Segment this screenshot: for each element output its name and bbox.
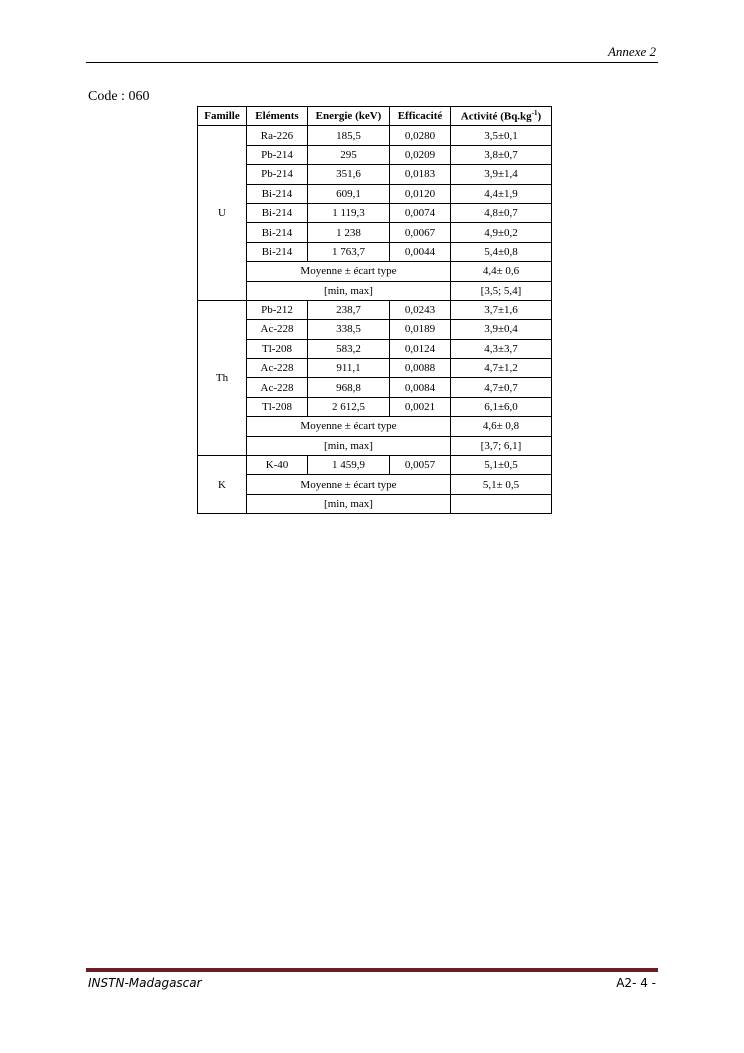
activite-cell: 3,8±0,7 bbox=[451, 145, 552, 164]
element-cell: K-40 bbox=[247, 456, 308, 475]
efficacite-cell: 0,0120 bbox=[390, 184, 451, 203]
minmax-value bbox=[451, 494, 552, 513]
element-cell: Tl-208 bbox=[247, 339, 308, 358]
moyenne-value: 4,6± 0,8 bbox=[451, 417, 552, 436]
element-cell: Tl-208 bbox=[247, 397, 308, 416]
header-activite-text: Activité (Bq.kg bbox=[460, 111, 532, 124]
element-cell: Pb-212 bbox=[247, 300, 308, 319]
footer-bar bbox=[86, 968, 658, 972]
table-row bbox=[198, 339, 552, 358]
efficacite-cell: 0,0183 bbox=[390, 165, 451, 184]
moyenne-row bbox=[198, 262, 552, 281]
code-label: Code : 060 bbox=[88, 89, 150, 104]
activite-cell: 3,9±0,4 bbox=[451, 320, 552, 339]
table-row bbox=[198, 145, 552, 164]
element-cell: Bi-214 bbox=[247, 184, 308, 203]
minmax-row bbox=[198, 494, 552, 513]
element-cell: Pb-214 bbox=[247, 165, 308, 184]
header-activite bbox=[451, 107, 552, 126]
element-cell: Bi-214 bbox=[247, 223, 308, 242]
efficacite-cell: 0,0243 bbox=[390, 300, 451, 319]
table-row bbox=[198, 320, 552, 339]
table-row bbox=[198, 223, 552, 242]
minmax-value: [3,5; 5,4] bbox=[451, 281, 552, 300]
efficacite-cell: 0,0124 bbox=[390, 339, 451, 358]
header-activite-exponent: -1 bbox=[531, 109, 538, 118]
energie-cell: 609,1 bbox=[308, 184, 390, 203]
efficacite-cell: 0,0057 bbox=[390, 456, 451, 475]
table-row bbox=[198, 203, 552, 222]
table-header-row bbox=[198, 107, 552, 126]
activite-cell: 4,9±0,2 bbox=[451, 223, 552, 242]
table-row bbox=[198, 300, 552, 319]
energie-cell: 338,5 bbox=[308, 320, 390, 339]
header-activite-close: ) bbox=[537, 111, 542, 124]
table-row bbox=[198, 165, 552, 184]
activite-cell: 3,7±1,6 bbox=[451, 300, 552, 319]
efficacite-cell: 0,0088 bbox=[390, 359, 451, 378]
moyenne-label: Moyenne ± écart type bbox=[247, 417, 451, 436]
activite-cell: 4,7±0,7 bbox=[451, 378, 552, 397]
element-cell: Ac-228 bbox=[247, 320, 308, 339]
table-row bbox=[198, 397, 552, 416]
table-row bbox=[198, 242, 552, 261]
efficacite-cell: 0,0074 bbox=[390, 203, 451, 222]
efficacite-cell: 0,0044 bbox=[390, 242, 451, 261]
activity-table bbox=[197, 106, 552, 514]
table-row bbox=[198, 456, 552, 475]
element-cell: Bi-214 bbox=[247, 242, 308, 261]
element-cell: Bi-214 bbox=[247, 203, 308, 222]
activite-cell: 6,1±6,0 bbox=[451, 397, 552, 416]
moyenne-label: Moyenne ± écart type bbox=[247, 475, 451, 494]
activite-cell: 3,5±0,1 bbox=[451, 126, 552, 145]
minmax-value: [3,7; 6,1] bbox=[451, 436, 552, 455]
energie-cell: 1 119,3 bbox=[308, 203, 390, 222]
energie-cell: 1 238 bbox=[308, 223, 390, 242]
energie-cell: 1 763,7 bbox=[308, 242, 390, 261]
energie-cell: 911,1 bbox=[308, 359, 390, 378]
efficacite-cell: 0,0209 bbox=[390, 145, 451, 164]
table-body bbox=[198, 126, 552, 514]
famille-cell: Th bbox=[198, 300, 247, 455]
famille-cell: K bbox=[198, 456, 247, 514]
activite-cell: 4,7±1,2 bbox=[451, 359, 552, 378]
table-row bbox=[198, 359, 552, 378]
moyenne-row bbox=[198, 417, 552, 436]
table-row bbox=[198, 126, 552, 145]
energie-cell: 351,6 bbox=[308, 165, 390, 184]
energie-cell: 583,2 bbox=[308, 339, 390, 358]
element-cell: Ac-228 bbox=[247, 359, 308, 378]
activite-cell: 5,4±0,8 bbox=[451, 242, 552, 261]
element-cell: Ra-226 bbox=[247, 126, 308, 145]
minmax-row bbox=[198, 281, 552, 300]
page-header-title: Annexe 2 bbox=[607, 44, 656, 59]
efficacite-cell: 0,0189 bbox=[390, 320, 451, 339]
header-famille: Famille bbox=[198, 107, 247, 126]
minmax-row bbox=[198, 436, 552, 455]
efficacite-cell: 0,0021 bbox=[390, 397, 451, 416]
moyenne-row bbox=[198, 475, 552, 494]
header-efficacite: Efficacité bbox=[390, 107, 451, 126]
energie-cell: 1 459,9 bbox=[308, 456, 390, 475]
minmax-label: [min, max] bbox=[247, 494, 451, 513]
table-row bbox=[198, 378, 552, 397]
header-energie: Energie (keV) bbox=[308, 107, 390, 126]
efficacite-cell: 0,0280 bbox=[390, 126, 451, 145]
activite-cell: 4,3±3,7 bbox=[451, 339, 552, 358]
energie-cell: 238,7 bbox=[308, 300, 390, 319]
moyenne-value: 5,1± 0,5 bbox=[451, 475, 552, 494]
famille-cell: U bbox=[198, 126, 247, 301]
footer-page-number: A2- 4 - bbox=[616, 976, 656, 990]
energie-cell: 968,8 bbox=[308, 378, 390, 397]
activite-cell: 4,8±0,7 bbox=[451, 203, 552, 222]
moyenne-value: 4,4± 0,6 bbox=[451, 262, 552, 281]
energie-cell: 295 bbox=[308, 145, 390, 164]
header-rule bbox=[86, 62, 658, 63]
header-elements: Eléments bbox=[247, 107, 308, 126]
moyenne-label: Moyenne ± écart type bbox=[247, 262, 451, 281]
table-row bbox=[198, 184, 552, 203]
activite-cell: 3,9±1,4 bbox=[451, 165, 552, 184]
activite-cell: 4,4±1,9 bbox=[451, 184, 552, 203]
energie-cell: 2 612,5 bbox=[308, 397, 390, 416]
efficacite-cell: 0,0067 bbox=[390, 223, 451, 242]
footer-institution: INSTN-Madagascar bbox=[88, 976, 202, 990]
energie-cell: 185,5 bbox=[308, 126, 390, 145]
element-cell: Ac-228 bbox=[247, 378, 308, 397]
minmax-label: [min, max] bbox=[247, 281, 451, 300]
efficacite-cell: 0,0084 bbox=[390, 378, 451, 397]
activite-cell: 5,1±0,5 bbox=[451, 456, 552, 475]
element-cell: Pb-214 bbox=[247, 145, 308, 164]
minmax-label: [min, max] bbox=[247, 436, 451, 455]
